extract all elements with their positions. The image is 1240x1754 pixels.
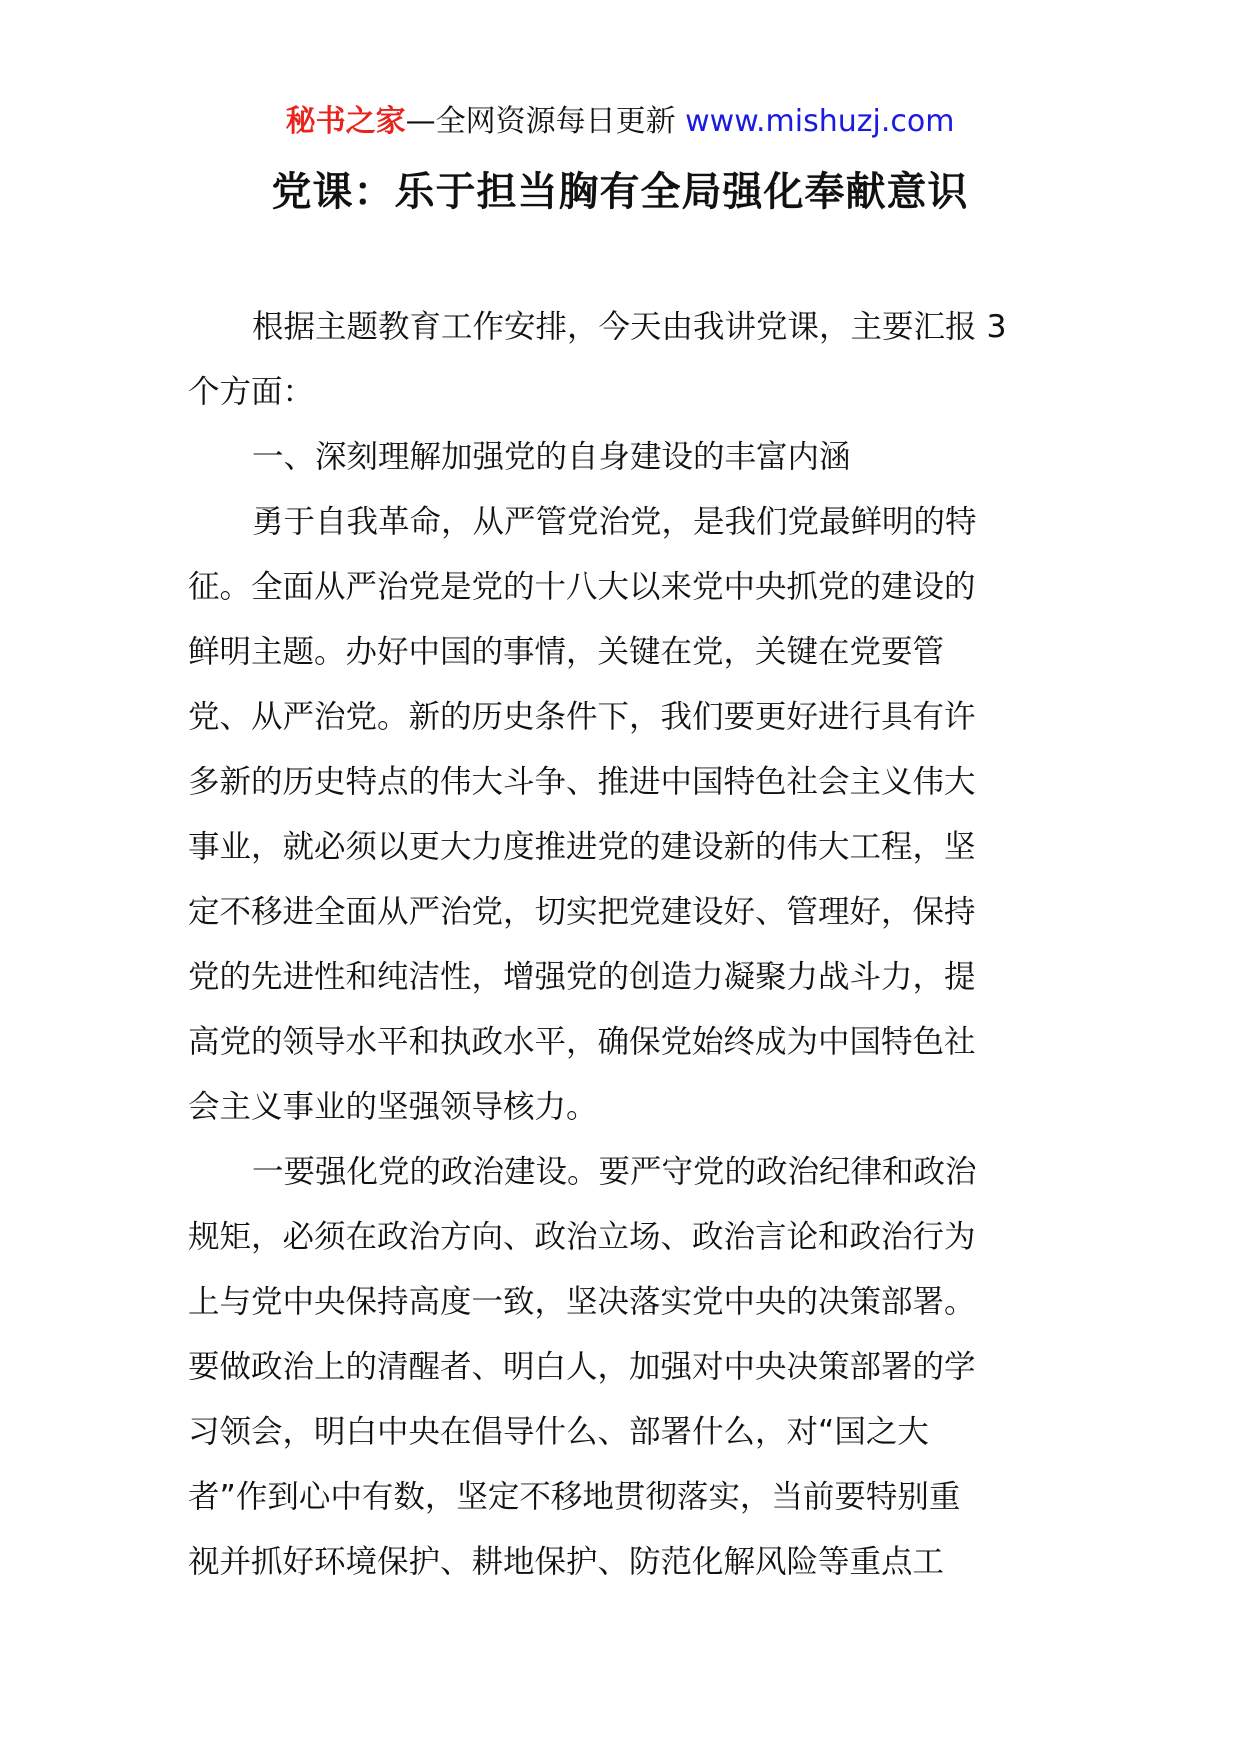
body-line: 习领会，明白中央在倡导什么、部署什么，对“国之大 [188, 1414, 929, 1450]
body-line: 党的先进性和纯洁性，增强党的创造力凝聚力战斗力，提 [188, 959, 976, 995]
document-body [188, 295, 1058, 1595]
body-line: 根据主题教育工作安排，今天由我讲党课，主要汇报 3 [252, 309, 1007, 345]
document-title: 党课：乐于担当胸有全局强化奉献意识 [271, 169, 969, 215]
body-line: 事业，就必须以更大力度推进党的建设新的伟大工程，坚 [188, 829, 976, 865]
body-line: 要做政治上的清醒者、明白人，加强对中央决策部署的学 [188, 1349, 976, 1385]
body-line: 勇于自我革命，从严管党治党，是我们党最鲜明的特 [252, 504, 977, 540]
banner-url[interactable]: www.mishuzj.com [685, 104, 955, 139]
body-line: 鲜明主题。办好中国的事情，关键在党，关键在党要管 [188, 634, 945, 670]
banner-tagline: —全网资源每日更新 [405, 104, 686, 139]
body-line: 多新的历史特点的伟大斗争、推进中国特色社会主义伟大 [188, 764, 976, 800]
body-line: 一要强化党的政治建设。要严守党的政治纪律和政治 [252, 1154, 977, 1190]
body-line: 定不移进全面从严治党，切实把党建设好、管理好，保持 [188, 894, 976, 930]
banner-brand: 秘书之家 [285, 104, 406, 139]
body-line: 高党的领导水平和执政水平，确保党始终成为中国特色社 [188, 1024, 976, 1060]
body-line: 会主义事业的坚强领导核力。 [188, 1089, 598, 1125]
body-line: 上与党中央保持高度一致，坚决落实党中央的决策部署。 [188, 1284, 976, 1320]
section-heading: 一、深刻理解加强党的自身建设的丰富内涵 [252, 439, 851, 475]
body-line: 征。全面从严治党是党的十八大以来党中央抓党的建设的 [188, 569, 976, 605]
body-line: 个方面： [188, 374, 315, 410]
body-line: 视并抓好环境保护、耕地保护、防范化解风险等重点工 [188, 1544, 945, 1580]
body-line: 党、从严治党。新的历史条件下，我们要更好进行具有许 [188, 699, 976, 735]
body-line: 者”作到心中有数，坚定不移地贯彻落实，当前要特别重 [188, 1479, 961, 1515]
site-banner [0, 100, 1240, 144]
body-line: 规矩，必须在政治方向、政治立场、政治言论和政治行为 [188, 1219, 976, 1255]
